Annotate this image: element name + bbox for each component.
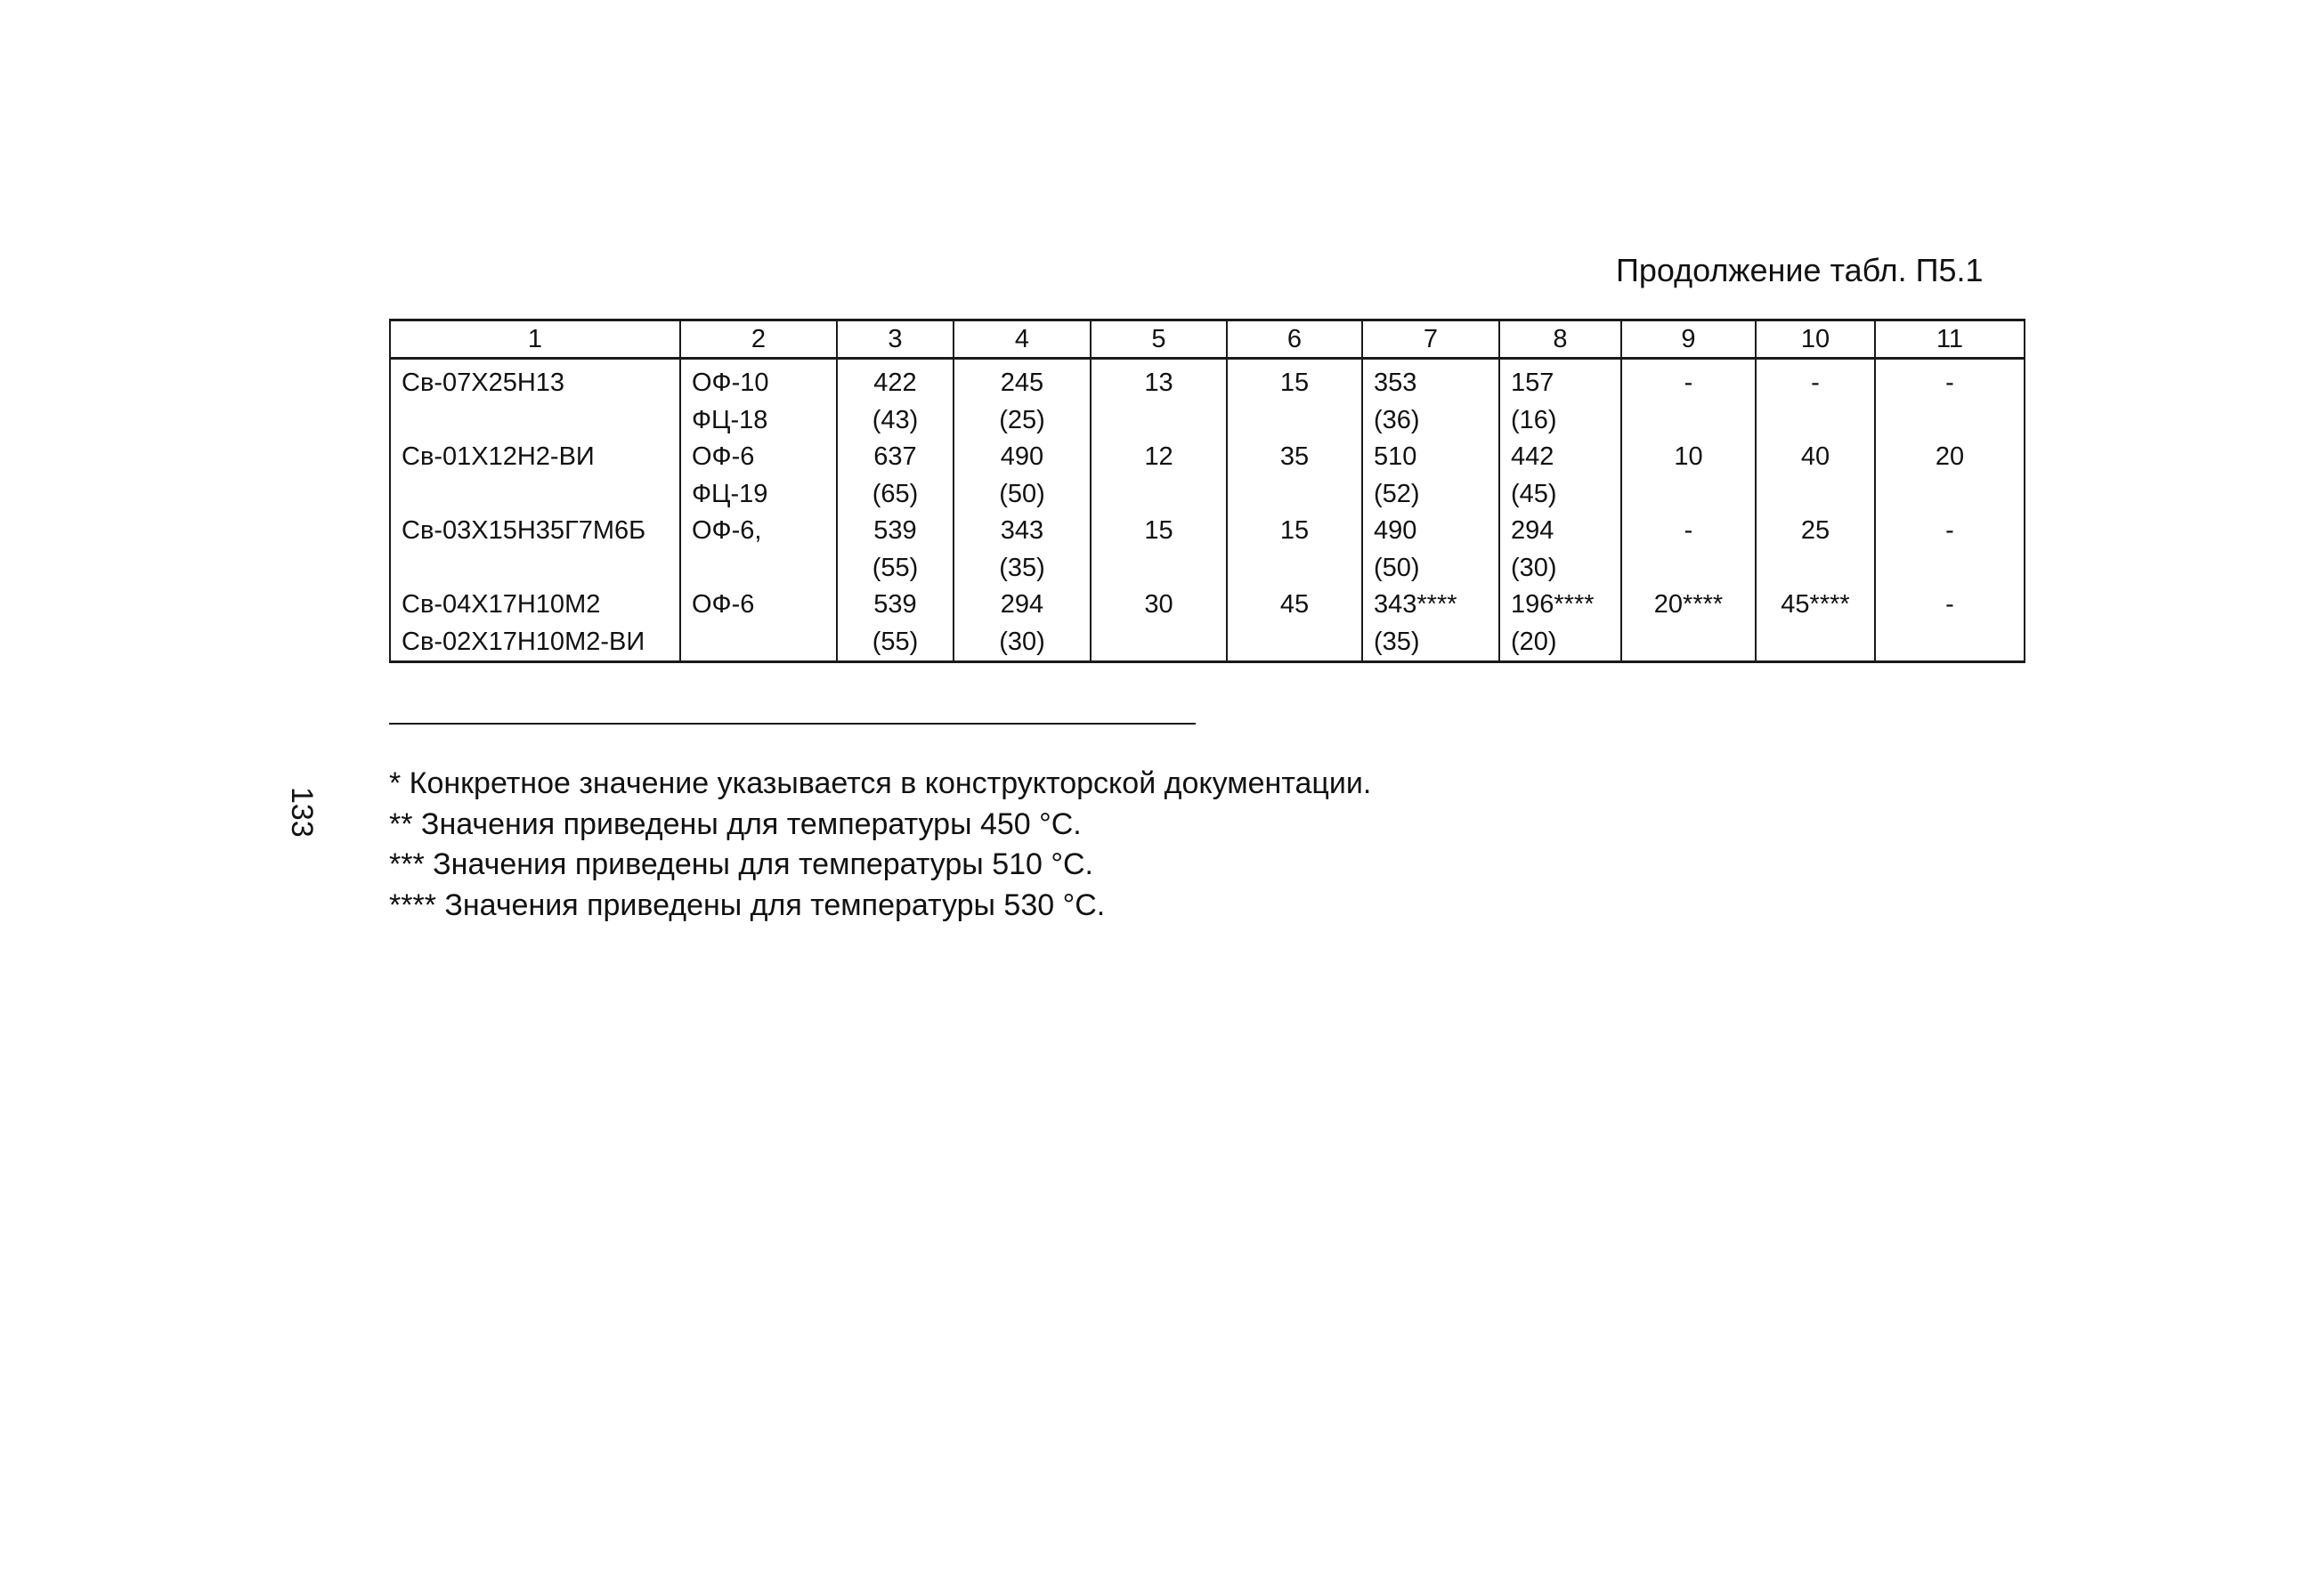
footnote-separator (389, 723, 1196, 725)
table-column-cell (1227, 359, 1362, 662)
table-column-cell (680, 359, 837, 662)
table-cell (1757, 624, 1874, 661)
table-cell: (30) (999, 627, 1045, 656)
table-cell: 343**** (1374, 590, 1457, 619)
table-cell (1228, 402, 1361, 440)
column-header: 3 (837, 320, 954, 359)
table-cell: (25) (999, 405, 1045, 434)
table-cell (1092, 402, 1226, 440)
table-cell: (35) (999, 553, 1045, 582)
table-cell: 294 (1511, 516, 1554, 545)
table-cell (1876, 550, 2024, 587)
table-cell (1092, 624, 1226, 661)
table-cell: 442 (1511, 442, 1554, 471)
table-cell: Св-01Х12Н2-ВИ (402, 442, 595, 471)
table-cell: 490 (1374, 516, 1417, 545)
column-header: 10 (1756, 320, 1875, 359)
table-cell: 353 (1374, 369, 1417, 397)
table-cell: (20) (1511, 627, 1557, 656)
table-column-cell (1621, 359, 1756, 662)
table-cell: (55) (872, 553, 919, 582)
table-cell (1228, 550, 1361, 587)
column-header: 11 (1875, 320, 2025, 359)
table-cell: 20**** (1653, 590, 1724, 619)
data-table (389, 319, 2025, 663)
table-column-cell (1875, 359, 2025, 662)
footnote: *** Значения приведены для температуры 510 °С. (389, 847, 1093, 881)
table-cell: - (1945, 369, 1954, 397)
table-cell: ОФ-10 (692, 369, 769, 397)
column-header: 4 (954, 320, 1091, 359)
table-cell: (43) (872, 405, 919, 434)
table-cell: 157 (1511, 369, 1554, 397)
table-cell: 422 (873, 369, 917, 397)
column-header: 5 (1091, 320, 1227, 359)
table-column-cell (1362, 359, 1499, 662)
table-cell: 15 (1279, 516, 1310, 545)
table-cell: Св-02Х17Н10М2-ВИ (402, 627, 645, 656)
table-cell (1622, 624, 1755, 661)
table-caption: Продолжение табл. П5.1 (1616, 252, 1984, 288)
table-cell: (36) (1374, 405, 1420, 434)
table-cell: (52) (1374, 479, 1420, 508)
table-cell (1228, 476, 1361, 514)
table-cell: ОФ-6 (692, 590, 755, 619)
table-cell: 510 (1374, 442, 1417, 471)
table-cell (681, 624, 836, 661)
table-column-cell (1091, 359, 1227, 662)
table-cell: 637 (873, 442, 917, 471)
table-cell: Св-03Х15Н35Г7М6Б (402, 516, 646, 545)
table-cell: (55) (872, 627, 919, 656)
column-header: 8 (1499, 320, 1621, 359)
table-cell (1876, 402, 2024, 440)
table-column-cell (1756, 359, 1875, 662)
table-column-cell (1499, 359, 1621, 662)
table-cell: - (1684, 369, 1693, 397)
page-number: 133 (285, 787, 319, 838)
table-cell (1622, 476, 1755, 514)
table-cell: 539 (873, 590, 917, 619)
table-cell: - (1945, 590, 1954, 619)
table-cell: 15 (1279, 369, 1310, 397)
table-cell: (35) (1374, 627, 1420, 656)
table-cell: ОФ-6, (692, 516, 762, 545)
table-cell: 30 (1144, 590, 1173, 619)
table-cell: 13 (1144, 369, 1173, 397)
table-header-row (390, 320, 2025, 359)
table-cell (1757, 550, 1874, 587)
table-cell: 294 (1000, 590, 1044, 619)
table-cell: 35 (1279, 442, 1310, 471)
footnote: ** Значения приведены для температуры 450 °С. (389, 806, 1082, 841)
column-header: 6 (1227, 320, 1362, 359)
table-cell: (16) (1511, 405, 1557, 434)
table-cell: Св-04Х17Н10М2 (402, 590, 601, 619)
table-cell: (45) (1511, 479, 1557, 508)
table-cell (1876, 476, 2024, 514)
table-cell: (50) (999, 479, 1045, 508)
table-cell: ОФ-6 (692, 442, 755, 471)
table-cell (681, 550, 836, 587)
table-body-row (390, 359, 2025, 662)
table-cell: (30) (1511, 553, 1557, 582)
table-cell: Св-07Х25Н13 (402, 369, 565, 397)
table-column-cell (837, 359, 954, 662)
table-cell (1876, 624, 2024, 661)
table-cell: 25 (1800, 516, 1830, 545)
table-cell: 490 (1000, 442, 1044, 471)
table-cell: 20 (1935, 442, 1965, 471)
table-cell: 245 (1000, 369, 1044, 397)
table-cell: 45 (1279, 590, 1310, 619)
table-cell (1228, 624, 1361, 661)
column-header: 1 (390, 320, 680, 359)
table-cell: (50) (1374, 553, 1420, 582)
table-cell: - (1945, 516, 1954, 545)
table-column-cell (954, 359, 1091, 662)
table-cell: 539 (873, 516, 917, 545)
table-cell: ФЦ-19 (692, 479, 768, 508)
table-cell (1757, 402, 1874, 440)
table-cell: (65) (872, 479, 919, 508)
table-column-cell (390, 359, 680, 662)
table-cell: 10 (1674, 442, 1703, 471)
table-cell (1622, 550, 1755, 587)
table-cell (391, 476, 679, 514)
table-cell: ФЦ-18 (692, 405, 768, 434)
column-header: 9 (1621, 320, 1756, 359)
table-cell: - (1811, 369, 1820, 397)
footnotes (389, 764, 1371, 926)
table-cell: 12 (1144, 442, 1173, 471)
table-cell (1092, 476, 1226, 514)
table-cell: 15 (1144, 516, 1173, 545)
table-cell: 45**** (1781, 590, 1850, 619)
footnote: * Конкретное значение указывается в конструкторской документации. (389, 766, 1372, 800)
table-cell (391, 402, 679, 440)
column-header: 7 (1362, 320, 1499, 359)
table-cell (1092, 550, 1226, 587)
table-cell (391, 550, 679, 587)
table-cell (1622, 402, 1755, 440)
table-cell: 196**** (1511, 590, 1595, 619)
table-cell (1757, 476, 1874, 514)
footnote: **** Значения приведены для температуры 530 °С. (389, 887, 1106, 922)
table-cell: - (1684, 516, 1693, 545)
column-header: 2 (680, 320, 837, 359)
table-cell: 343 (1000, 516, 1044, 545)
table-cell: 40 (1800, 442, 1830, 471)
